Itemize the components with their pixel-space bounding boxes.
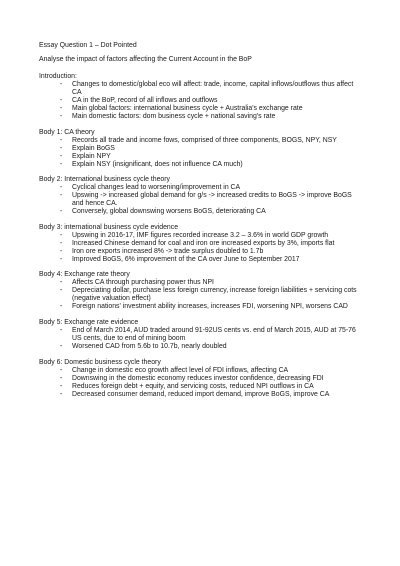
bullet-point: - Worsened CAD from 5.6b to 10.7b, nearly doubled: [60, 343, 360, 351]
section-heading: Body 4: Exchange rate theory: [39, 271, 130, 279]
bullet-point: - Upswing -> increased global demand for g/s -> increased credits to BoGS -> improve BoGS and hence CA.: [60, 192, 360, 208]
bullet-point: - Change in domestic eco growth affect level of FDI inflows, affecting CA: [60, 367, 360, 375]
bullet-list: [39, 184, 360, 216]
document-title: Essay Question 1 – Dot Pointed: [39, 42, 137, 49]
essay-question: Analyse the impact of factors affecting the Current Account in the BoP: [39, 56, 252, 63]
bullet-point: - Changes to domestic/global eco will affect: trade, income, capital inflows/outflows thus affect CA: [60, 81, 360, 97]
sections-container: [39, 73, 360, 399]
essay-section: [39, 176, 360, 216]
bullet-point: - Main domestic factors: dom business cycle + national saving's rate: [60, 113, 360, 121]
essay-section: [39, 319, 360, 351]
bullet-point: - CA in the BoP, record of all inflows and outflows: [60, 97, 360, 105]
section-heading: Body 5: Exchange rate evidence: [39, 318, 139, 326]
bullet-point: - Conversely, global downswing worsens BoGS, deteriorating CA: [60, 208, 360, 216]
bullet-point: - Improved BoGS, 6% improvement of the CA over June to September 2017: [60, 256, 360, 264]
bullet-list: [39, 367, 360, 399]
section-heading: Introduction:: [39, 73, 77, 80]
section-heading: Body 2: International business cycle theory: [39, 176, 170, 184]
bullet-point: - Upswing in 2016-17, IMF figures recorded increase 3.2 – 3.6% in world GDP growth: [60, 232, 360, 240]
bullet-point: - Records all trade and income fows, comprised of three components, BOGS, NPY, NSY: [60, 137, 360, 145]
section-heading: Body 6: Domestic business cycle theory: [39, 358, 161, 366]
section-heading: Body 3: international business cycle evidence: [39, 223, 179, 231]
bullet-point: - Cyclical changes lead to worsening/improvement in CA: [60, 184, 360, 192]
bullet-list: [39, 327, 360, 351]
essay-section: [39, 129, 360, 169]
bullet-point: - Explain BoGS: [60, 145, 360, 153]
bullet-point: - Decreased consumer demand, reduced import demand, improve BoGS, improve CA: [60, 391, 360, 399]
bullet-list: [39, 279, 360, 311]
essay-section: [39, 224, 360, 264]
essay-section: [39, 359, 360, 399]
bullet-point: - Reduces foreign debt + equity, and servicing costs, reduced NPI outflows in CA: [60, 383, 360, 391]
bullet-point: - Explain NPY: [60, 153, 360, 161]
bullet-point: - Increased Chinese demand for coal and iron ore increased exports by 3%, imports flat: [60, 240, 360, 248]
bullet-point: - Affects CA through purchasing power thus NPI: [60, 279, 360, 287]
bullet-list: [39, 81, 360, 121]
bullet-point: - Foreign nations' investment ability increases, increases FDI, worsening NPI, worsens CAD: [60, 303, 360, 311]
section-heading: Body 1: CA theory: [39, 128, 95, 136]
essay-section: [39, 271, 360, 311]
bullet-point: - Depreciating dollar, purchase less foreign currency, increase foreign liabilities + servicing cots (negative valuation effect): [60, 287, 360, 303]
bullet-point: - End of March 2014, AUD traded around 91-92US cents vs. end of March 2015, AUD at 75-76 US cents, due to end of mining boom: [60, 327, 360, 343]
bullet-point: - Explain NSY (insignificant, does not influence CA much): [60, 161, 360, 169]
bullet-point: - Iron ore exports increased 8% -> trade surplus doubled to 1.7b: [60, 248, 360, 256]
bullet-point: - Downswing in the domestic economy reduces investor confidence, decreasing FDI: [60, 375, 360, 383]
bullet-list: [39, 232, 360, 264]
bullet-point: - Main global factors: international business cycle + Australia's exchange rate: [60, 105, 360, 113]
bullet-list: [39, 137, 360, 169]
essay-section: [39, 73, 360, 121]
